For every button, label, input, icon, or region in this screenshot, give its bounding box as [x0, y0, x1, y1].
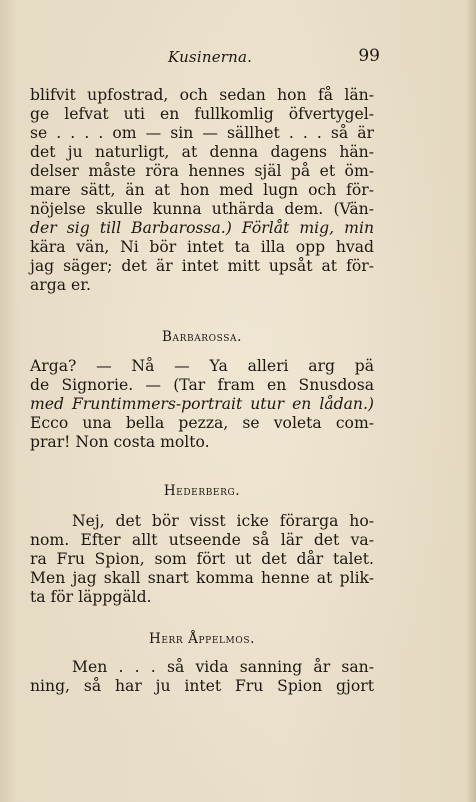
text-line: jag säger; det är intet mitt upsåt at för-: [30, 257, 374, 275]
text-line: Men . . . så vida sanning år san-: [72, 658, 374, 676]
text-line: Ecco una bella pezza, se voleta com-: [30, 414, 374, 432]
stage-direction-line: med Fruntimmers-portrait utur en lådan.): [30, 395, 374, 413]
text-line: Arga? — Nå — Ya alleri arg pä: [30, 357, 374, 375]
text-line: Nej, det bör visst icke förarga ho-: [72, 512, 374, 530]
text-line: Men jag skall snart komma henne at plik-: [30, 569, 374, 587]
text-line: ra Fru Spion, som fört ut det dår talet.: [30, 550, 374, 568]
text-line: ge lefvat uti en fullkomlig öfvertygel-: [30, 105, 374, 123]
text-line: ning, så har ju intet Fru Spion gjort: [30, 677, 374, 695]
text-line: arga er.: [30, 276, 91, 294]
text-line: ta för läppgäld.: [30, 588, 152, 606]
speaker-name: Herr Åppelmos.: [148, 631, 256, 647]
page-number: 99: [358, 46, 380, 66]
text-line: nöjelse skulle kunna uthärda dem. (Vän-: [30, 200, 374, 218]
text-line: kära vän, Ni bör intet ta illa opp hvad: [30, 238, 374, 256]
text-line: se . . . . om — sin — sällhet . . . så är: [30, 124, 374, 142]
text-line: det ju naturligt, at denna dagens hän-: [30, 143, 374, 161]
text-line: delser måste röra hennes själ på et öm-: [30, 162, 374, 180]
speaker-name: Barbarossa.: [161, 329, 243, 345]
page-edge-shadow: [466, 0, 476, 802]
text-line: mare sätt, än at hon med lugn och för-: [30, 181, 374, 199]
speaker-name: Hederberg.: [163, 483, 241, 499]
text-line: de Signorie. — (Tar fram en Snusdosa: [30, 376, 374, 394]
running-head: Kusinerna.: [168, 48, 253, 66]
text-line: nom. Efter allt utseende så lär det va-: [30, 531, 374, 549]
text-line: prar! Non costa molto.: [30, 433, 210, 451]
text-line: blifvit upfostrad, och sedan hon få län-: [30, 86, 374, 104]
page-header: [30, 46, 380, 70]
stage-direction-line: der sig till Barbarossa.) Förlåt mig, min: [30, 219, 374, 237]
